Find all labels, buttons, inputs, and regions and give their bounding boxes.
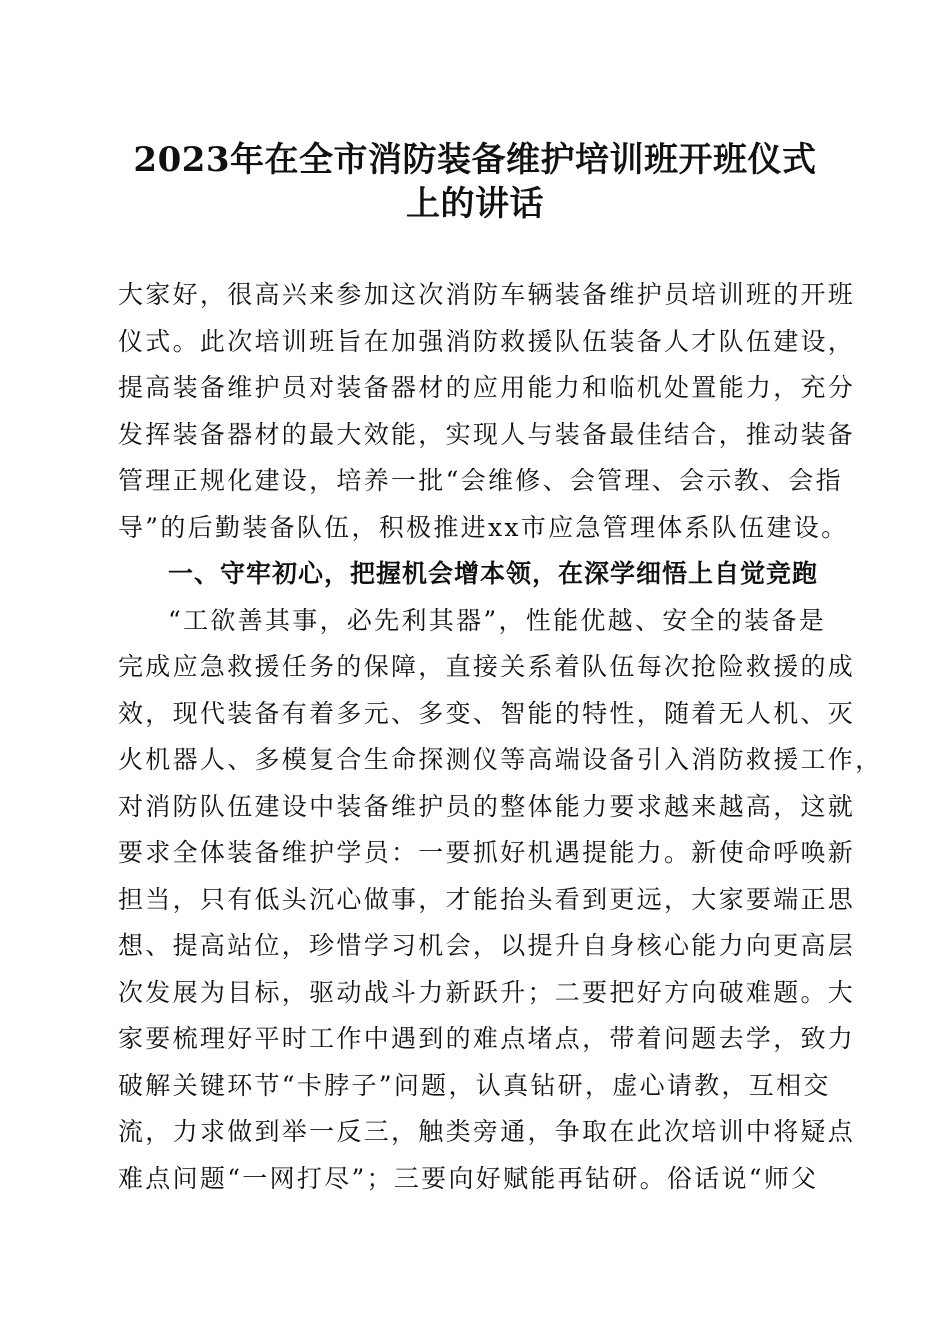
- text-line: 火机器人、多模复合生命探测仪等高端设备引入消防救援工作，: [118, 745, 883, 774]
- text-line: 流，力求做到举一反三，触类旁通，争取在此次培训中将疑点: [118, 1117, 856, 1146]
- section-heading: 一、守牢初心，把握机会增本领，在深学细悟上自觉竞跑: [168, 559, 819, 588]
- text-line: 对消防队伍建设中装备维护员的整体能力要求越来越高，这就: [118, 791, 856, 821]
- paragraph-section-1: [118, 598, 883, 1203]
- text-line: 家要梳理好平时工作中遇到的难点堵点，带着问题去学，致力: [118, 1024, 856, 1053]
- text-line: 担当，只有低头沉心做事，才能抬头看到更远，大家要端正思: [118, 884, 856, 914]
- text-line: 仪式。此次培训班旨在加强消防救援队伍装备人才队伍建设，: [118, 326, 856, 356]
- text-line: 想、提高站位，珍惜学习机会，以提升自身核心能力向更高层: [118, 931, 856, 960]
- title-line-2: 上的讲话: [406, 184, 544, 224]
- text-line: 效，现代装备有着多元、多变、智能的特性，随着无人机、灭: [118, 698, 856, 728]
- document-body: [118, 272, 883, 1202]
- text-line: 发挥装备器材的最大效能，实现人与装备最佳结合，推动装备: [118, 419, 856, 449]
- text-line: 破解关键环节“卡脖子”问题，认真钻研，虚心请教，互相交: [118, 1070, 831, 1100]
- text-line: 完成应急救援任务的保障，直接关系着队伍每次抢险救援的成: [118, 652, 856, 681]
- text-line: 次发展为目标，驱动战斗力新跃升；二要把好方向破难题。大: [118, 977, 856, 1007]
- text-line: 导”的后勤装备队伍，积极推进xx市应急管理体系队伍建设。: [118, 512, 849, 542]
- text-line: 提高装备维护员对装备器材的应用能力和临机处置能力，充分: [118, 373, 856, 402]
- document-title: [100, 138, 850, 226]
- title-line-1: 2023年在全市消防装备维护培训班开班仪式: [133, 140, 817, 180]
- text-line: 要求全体装备维护学员：一要抓好机遇提能力。新使命呼唤新: [118, 838, 856, 867]
- text-line: 管理正规化建设，培养一批“会维修、会管理、会示教、会指: [118, 466, 843, 495]
- paragraph-intro: [118, 272, 856, 551]
- text-line: 难点问题“一网打尽”；三要向好赋能再钻研。俗话说“师父: [118, 1163, 819, 1193]
- text-line: 大家好，很高兴来参加这次消防车辆装备维护员培训班的开班: [118, 280, 856, 309]
- text-line: “工欲善其事，必先利其器”，性能优越、安全的装备是: [168, 605, 827, 635]
